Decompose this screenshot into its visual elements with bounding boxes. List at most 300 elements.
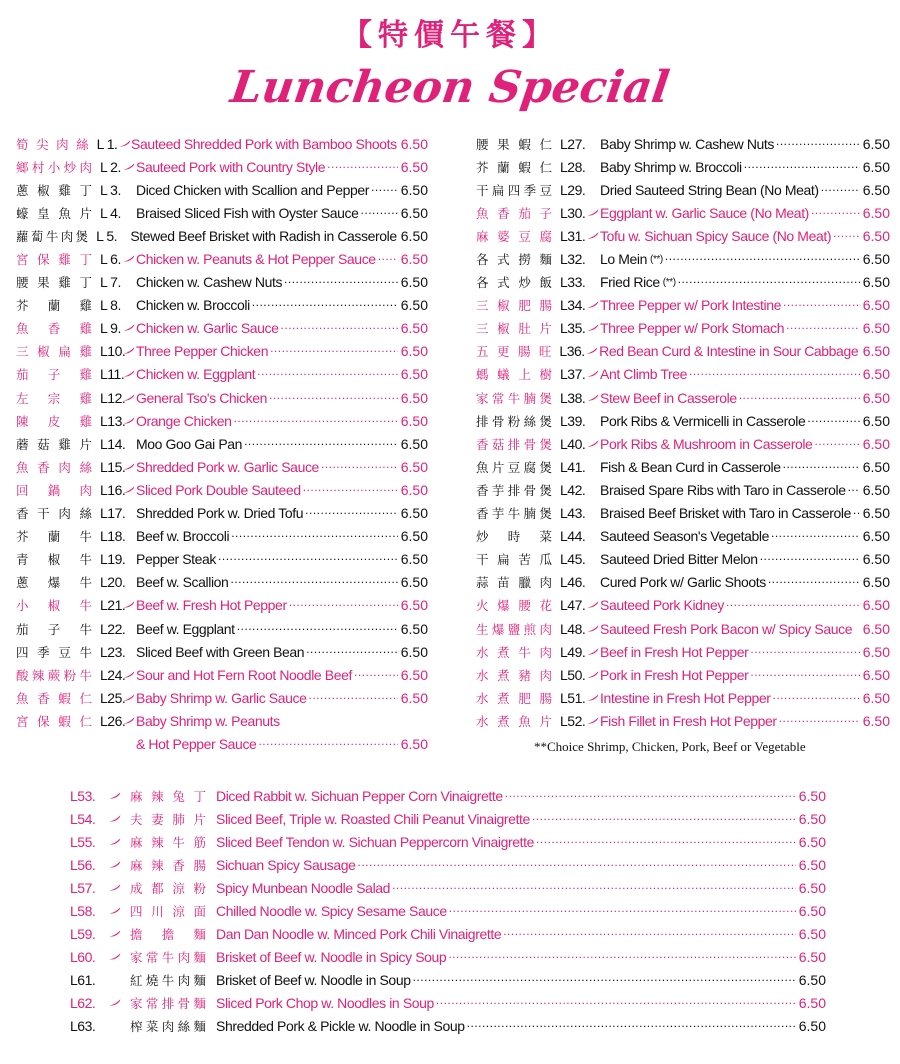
bottom-menu-list bbox=[70, 784, 826, 1038]
item-price: 6.50 bbox=[400, 574, 428, 591]
pepper-spacer bbox=[586, 275, 600, 289]
chili-pepper-icon bbox=[122, 414, 136, 428]
item-name: Chicken w. Peanuts & Hot Pepper Sauce bbox=[136, 251, 376, 268]
menu-item bbox=[16, 363, 428, 386]
menu-item bbox=[16, 178, 428, 201]
item-name: Stewed Beef Brisket with Radish in Casserole bbox=[130, 227, 397, 244]
item-code: L35. bbox=[560, 320, 586, 337]
item-price: 6.50 bbox=[798, 903, 826, 920]
menu-item bbox=[476, 594, 890, 617]
item-price: 6.50 bbox=[862, 481, 890, 498]
item-code: L24. bbox=[100, 666, 126, 683]
item-name: Fish Fillet in Fresh Hot Pepper bbox=[600, 712, 777, 729]
item-code: L49. bbox=[560, 643, 586, 660]
item-price: 6.50 bbox=[862, 227, 890, 244]
item-name: Intestine in Fresh Hot Pepper bbox=[600, 689, 771, 706]
item-price: 6.50 bbox=[862, 597, 890, 614]
item-price: 6.50 bbox=[400, 251, 428, 268]
item-chinese-name: 腰果蝦仁 bbox=[476, 136, 552, 152]
menu-item bbox=[16, 525, 428, 548]
menu-item bbox=[70, 876, 826, 899]
item-price: 6.50 bbox=[400, 412, 428, 429]
chili-pepper-icon bbox=[586, 437, 600, 451]
menu-item bbox=[476, 571, 890, 594]
item-chinese-name: 成都涼粉 bbox=[130, 880, 206, 896]
dot-leader bbox=[768, 575, 860, 589]
menu-item bbox=[70, 899, 826, 922]
item-name: Ant Climb Tree bbox=[600, 366, 687, 383]
item-price: 6.50 bbox=[798, 810, 826, 827]
item-name: & Hot Pepper Sauce bbox=[136, 735, 257, 752]
chili-pepper-icon bbox=[108, 858, 130, 872]
item-name: Diced Chicken with Scallion and Pepper bbox=[136, 181, 370, 198]
item-chinese-name: 左宗雞 bbox=[16, 390, 92, 406]
item-name: Red Bean Curd & Intestine in Sour Cabbage bbox=[599, 343, 859, 360]
menu-item bbox=[16, 432, 428, 455]
dot-leader bbox=[821, 183, 860, 197]
item-name: Shredded Pork w. Dried Tofu bbox=[136, 505, 304, 522]
item-code: L27. bbox=[560, 135, 586, 152]
item-name: Pork in Fresh Hot Pepper bbox=[600, 666, 749, 683]
menu-item bbox=[70, 853, 826, 876]
dot-leader bbox=[327, 160, 398, 174]
item-name: Brisket of Beef w. Noodle in Soup bbox=[216, 972, 411, 989]
item-code: L52. bbox=[560, 712, 586, 729]
item-chinese-name: 麻辣兔丁 bbox=[130, 788, 206, 804]
item-chinese-name: 榨菜肉絲麵 bbox=[130, 1019, 206, 1035]
item-price: 6.50 bbox=[798, 995, 826, 1012]
item-name: Dried Sauteed String Bean (No Meat) bbox=[600, 181, 819, 198]
item-code: L48. bbox=[560, 620, 586, 637]
item-code: L26. bbox=[100, 712, 126, 729]
item-name: Beef w. Scallion bbox=[136, 574, 229, 591]
item-code: L20. bbox=[100, 574, 126, 591]
dot-leader bbox=[814, 437, 860, 451]
item-code: L61. bbox=[70, 972, 96, 989]
item-chinese-name: 蔥椒雞丁 bbox=[16, 182, 92, 198]
dot-leader bbox=[252, 298, 398, 312]
item-price: 6.50 bbox=[400, 458, 428, 475]
dot-leader bbox=[303, 483, 398, 497]
dot-leader bbox=[258, 737, 398, 751]
item-price: 6.50 bbox=[798, 949, 826, 966]
dot-leader bbox=[783, 298, 860, 312]
item-name: Fried Rice bbox=[600, 274, 660, 291]
item-price: 6.50 bbox=[400, 274, 428, 291]
item-price: 6.50 bbox=[862, 574, 890, 591]
item-code: L22. bbox=[100, 620, 126, 637]
menu-item bbox=[70, 969, 826, 992]
dot-leader bbox=[306, 645, 398, 659]
item-price: 6.50 bbox=[400, 181, 428, 198]
pepper-spacer bbox=[122, 506, 136, 520]
pepper-spacer bbox=[117, 229, 130, 243]
item-price: 6.50 bbox=[400, 135, 428, 152]
dot-leader bbox=[467, 1019, 796, 1033]
item-name: Baby Shrimp w. Cashew Nuts bbox=[600, 135, 775, 152]
item-chinese-name: 青椒牛 bbox=[16, 552, 92, 568]
item-name: Sauteed Pork with Country Style bbox=[136, 158, 326, 175]
dot-leader bbox=[321, 460, 398, 474]
menu-item bbox=[16, 271, 428, 294]
item-price: 6.50 bbox=[862, 435, 890, 452]
item-code: L12. bbox=[100, 389, 126, 406]
dot-leader bbox=[773, 691, 861, 705]
item-name: Beef w. Fresh Hot Pepper bbox=[136, 597, 287, 614]
item-price: 6.50 bbox=[798, 787, 826, 804]
item-price: 6.50 bbox=[862, 366, 890, 383]
item-price: 6.50 bbox=[862, 689, 890, 706]
item-code: L50. bbox=[560, 666, 586, 683]
item-code: L36. bbox=[559, 343, 585, 360]
item-code: L46. bbox=[560, 574, 586, 591]
item-note: (**) bbox=[662, 276, 676, 288]
dot-leader bbox=[218, 552, 398, 566]
item-price: 6.50 bbox=[400, 227, 429, 244]
dot-leader bbox=[783, 460, 860, 474]
item-price: 6.50 bbox=[862, 274, 890, 291]
item-chinese-name: 水煮牛肉 bbox=[476, 644, 552, 660]
item-price: 6.50 bbox=[400, 620, 428, 637]
item-name: Orange Chicken bbox=[136, 412, 232, 429]
item-code: L 8. bbox=[100, 297, 121, 314]
item-code: L55. bbox=[70, 833, 96, 850]
item-chinese-name: 家常排骨麵 bbox=[130, 996, 206, 1012]
chili-pepper-icon bbox=[122, 391, 136, 405]
chili-pepper-icon bbox=[122, 252, 136, 266]
dot-leader bbox=[678, 275, 860, 289]
dot-leader bbox=[807, 414, 860, 428]
item-chinese-name: 紅燒牛肉麵 bbox=[130, 973, 206, 989]
menu-item bbox=[70, 784, 826, 807]
menu-item bbox=[476, 294, 890, 317]
item-code: L56. bbox=[70, 856, 96, 873]
item-chinese-name: 干扁苦瓜 bbox=[476, 552, 552, 568]
chili-pepper-icon bbox=[122, 160, 136, 174]
item-chinese-name: 茄子牛 bbox=[16, 621, 92, 637]
menu-item bbox=[16, 548, 428, 571]
dot-leader bbox=[309, 691, 399, 705]
menu-item bbox=[16, 571, 428, 594]
item-code: L18. bbox=[100, 528, 126, 545]
item-name: Pork Ribs & Mushroom in Casserole bbox=[600, 435, 813, 452]
item-name: Fish & Bean Curd in Casserole bbox=[600, 458, 781, 475]
chili-pepper-icon bbox=[122, 714, 136, 728]
item-code: L 6. bbox=[100, 251, 121, 268]
menu-item bbox=[16, 686, 428, 709]
item-chinese-name: 水煮豬肉 bbox=[476, 667, 552, 683]
item-price: 6.50 bbox=[862, 343, 890, 360]
item-price: 6.50 bbox=[400, 481, 428, 498]
chili-pepper-icon bbox=[586, 206, 600, 220]
item-chinese-name: 麻辣牛筋 bbox=[130, 834, 206, 850]
dot-leader bbox=[354, 668, 398, 682]
item-chinese-name: 魚香蝦仁 bbox=[16, 690, 92, 706]
item-name: Three Pepper w/ Pork Intestine bbox=[600, 297, 781, 314]
item-name: Shredded Pork w. Garlic Sauce bbox=[136, 458, 319, 475]
dot-leader bbox=[234, 414, 398, 428]
item-name: Sliced Beef with Green Bean bbox=[136, 643, 305, 660]
item-code: L62. bbox=[70, 995, 96, 1012]
item-code: L38. bbox=[560, 389, 586, 406]
menu-item bbox=[476, 663, 890, 686]
menu-item bbox=[476, 340, 890, 363]
item-price: 6.50 bbox=[862, 505, 890, 522]
item-name: Stew Beef in Casserole bbox=[600, 389, 737, 406]
item-name: Brisket of Beef w. Noodle in Spicy Soup bbox=[216, 949, 447, 966]
item-chinese-name: 魚香茄子 bbox=[476, 205, 552, 221]
dot-leader bbox=[378, 252, 398, 266]
dot-leader bbox=[532, 812, 796, 826]
item-name: Baby Shrimp w. Broccoli bbox=[600, 158, 742, 175]
menu-item bbox=[16, 294, 428, 317]
item-code: L34. bbox=[560, 297, 586, 314]
item-name: Sliced Pork Double Sauteed bbox=[136, 481, 301, 498]
english-title: Luncheon Special bbox=[227, 62, 673, 113]
item-code: L47. bbox=[560, 597, 586, 614]
item-price: 6.50 bbox=[862, 158, 890, 175]
item-code: L37. bbox=[560, 366, 586, 383]
dot-leader bbox=[361, 206, 398, 220]
menu-item bbox=[16, 663, 428, 686]
chili-pepper-icon bbox=[585, 344, 599, 358]
item-price: 6.50 bbox=[862, 204, 890, 221]
item-price: 6.50 bbox=[862, 712, 890, 729]
menu-item bbox=[476, 525, 890, 548]
item-code: L 2. bbox=[100, 158, 121, 175]
item-price: 6.50 bbox=[400, 735, 428, 752]
dot-leader bbox=[833, 229, 860, 243]
pepper-spacer bbox=[586, 529, 600, 543]
menu-item bbox=[476, 363, 890, 386]
item-name: Tofu w. Sichuan Spicy Sauce (No Meat) bbox=[600, 227, 832, 244]
item-price: 6.50 bbox=[862, 389, 890, 406]
item-name: Sauteed Season's Vegetable bbox=[600, 528, 769, 545]
item-name: Pork Ribs & Vermicelli in Casserole bbox=[600, 412, 806, 429]
menu-item bbox=[70, 1015, 826, 1038]
item-price: 6.50 bbox=[400, 689, 428, 706]
dot-leader bbox=[392, 881, 796, 895]
item-chinese-name: 各式撈麵 bbox=[476, 252, 552, 268]
menu-item bbox=[70, 992, 826, 1015]
item-code: L 7. bbox=[100, 274, 121, 291]
pepper-spacer bbox=[586, 137, 600, 151]
item-name: Braised Spare Ribs with Taro in Casserole bbox=[600, 481, 846, 498]
item-price: 6.50 bbox=[798, 856, 826, 873]
chili-pepper-icon bbox=[122, 691, 136, 705]
item-code: L23. bbox=[100, 643, 126, 660]
menu-item bbox=[70, 807, 826, 830]
item-chinese-name: 香干肉絲 bbox=[16, 506, 92, 522]
item-chinese-name: 宮保蝦仁 bbox=[16, 713, 92, 729]
chili-pepper-icon bbox=[122, 367, 136, 381]
chili-pepper-icon bbox=[122, 460, 136, 474]
item-chinese-name: 五更腸旺 bbox=[476, 344, 552, 360]
item-chinese-name: 水煮肥腸 bbox=[476, 690, 552, 706]
item-name: Shredded Pork & Pickle w. Noodle in Soup bbox=[216, 1018, 465, 1035]
dot-leader bbox=[413, 973, 796, 987]
item-name: Sauteed Pork Kidney bbox=[600, 597, 724, 614]
item-price: 6.50 bbox=[862, 528, 890, 545]
item-code: L 5. bbox=[96, 227, 117, 244]
pepper-spacer bbox=[122, 552, 136, 566]
item-price: 6.50 bbox=[400, 528, 428, 545]
menu-item bbox=[16, 478, 428, 501]
pepper-spacer bbox=[122, 622, 136, 636]
menu-item bbox=[70, 946, 826, 969]
item-code: L29. bbox=[560, 181, 586, 198]
chili-pepper-icon bbox=[586, 391, 600, 405]
dot-leader bbox=[357, 858, 796, 872]
item-price: 6.50 bbox=[400, 389, 428, 406]
item-chinese-name: 魚片豆腐煲 bbox=[476, 459, 552, 475]
item-price: 6.50 bbox=[798, 1018, 826, 1035]
dot-leader bbox=[503, 927, 796, 941]
item-name: Sauteed Shredded Pork with Bamboo Shoots bbox=[131, 135, 397, 152]
item-price: 6.50 bbox=[400, 204, 428, 221]
item-chinese-name: 鄉村小炒肉 bbox=[16, 159, 92, 175]
item-code: L54. bbox=[70, 810, 96, 827]
item-chinese-name: 腰果雞丁 bbox=[16, 275, 92, 291]
item-chinese-name: 夫妻肺片 bbox=[130, 811, 206, 827]
item-code: L60. bbox=[70, 949, 96, 966]
item-price: 6.50 bbox=[400, 643, 428, 660]
item-chinese-name: 蘑菇雞片 bbox=[16, 436, 92, 452]
item-chinese-name: 家常牛腩煲 bbox=[476, 390, 552, 406]
pepper-spacer bbox=[586, 252, 600, 266]
item-name: Braised Sliced Fish with Oyster Sauce bbox=[136, 204, 359, 221]
chili-pepper-icon bbox=[586, 229, 600, 243]
item-chinese-name: 水煮魚片 bbox=[476, 713, 552, 729]
pepper-spacer bbox=[122, 575, 136, 589]
item-name: Sliced Beef, Triple w. Roasted Chili Peanut Vinaigrette bbox=[216, 810, 530, 827]
item-code: L 1. bbox=[96, 135, 118, 152]
dot-leader bbox=[726, 598, 860, 612]
item-chinese-name: 芥蘭牛 bbox=[16, 529, 92, 545]
item-code: L 9. bbox=[100, 320, 121, 337]
menu-item bbox=[476, 478, 890, 501]
dot-leader bbox=[244, 437, 398, 451]
item-code: L63. bbox=[70, 1018, 96, 1035]
dot-leader bbox=[689, 367, 860, 381]
item-price: 6.50 bbox=[862, 412, 890, 429]
item-name: Chicken w. Eggplant bbox=[136, 366, 256, 383]
item-code: L39. bbox=[560, 412, 586, 429]
chili-pepper-icon bbox=[108, 996, 130, 1010]
right-menu-column bbox=[476, 132, 890, 732]
pepper-spacer bbox=[586, 552, 600, 566]
item-chinese-name: 香菇排骨煲 bbox=[476, 436, 552, 452]
item-chinese-name: 四季豆牛 bbox=[16, 644, 92, 660]
item-chinese-name: 魚香雞 bbox=[16, 321, 92, 337]
item-chinese-name: 蒜苗臘肉 bbox=[476, 575, 552, 591]
item-code: L51. bbox=[560, 689, 586, 706]
chili-pepper-icon bbox=[108, 950, 130, 964]
item-price: 6.50 bbox=[862, 320, 890, 337]
item-code: L42. bbox=[560, 481, 586, 498]
pepper-spacer bbox=[122, 183, 136, 197]
dot-leader bbox=[750, 645, 860, 659]
item-chinese-name: 干扁四季豆 bbox=[476, 182, 552, 198]
item-code: L19. bbox=[100, 551, 126, 568]
chili-pepper-icon bbox=[586, 645, 600, 659]
chili-pepper-icon bbox=[122, 668, 136, 682]
item-code: L21. bbox=[100, 597, 126, 614]
chili-pepper-icon bbox=[586, 598, 600, 612]
menu-item bbox=[476, 155, 890, 178]
pepper-spacer bbox=[122, 206, 136, 220]
pepper-spacer bbox=[586, 160, 600, 174]
dot-leader bbox=[231, 529, 398, 543]
pepper-spacer bbox=[586, 483, 600, 497]
item-name: Chicken w. Broccoli bbox=[136, 297, 250, 314]
chili-pepper-icon bbox=[586, 321, 600, 335]
item-chinese-name: 魚香肉絲 bbox=[16, 459, 92, 475]
item-chinese-name: 芥蘭蝦仁 bbox=[476, 159, 552, 175]
menu-item bbox=[16, 340, 428, 363]
item-price: 6.50 bbox=[400, 666, 428, 683]
chili-pepper-icon bbox=[108, 881, 130, 895]
menu-item bbox=[16, 732, 428, 755]
item-name: Eggplant w. Garlic Sauce (No Meat) bbox=[600, 204, 809, 221]
item-price: 6.50 bbox=[400, 366, 428, 383]
item-chinese-name: 擔擔麵 bbox=[130, 927, 206, 943]
item-code: L16. bbox=[100, 481, 126, 498]
chili-pepper-icon bbox=[122, 344, 136, 358]
menu-item bbox=[16, 247, 428, 270]
menu-item bbox=[476, 201, 890, 224]
item-chinese-name: 三椒肥腸 bbox=[476, 298, 552, 314]
item-price: 6.50 bbox=[798, 972, 826, 989]
chili-pepper-icon bbox=[586, 668, 600, 682]
dot-leader bbox=[739, 391, 860, 405]
item-code: L30. bbox=[560, 204, 586, 221]
dot-leader bbox=[448, 950, 796, 964]
dot-leader bbox=[811, 206, 860, 220]
chili-pepper-icon bbox=[108, 812, 130, 826]
chinese-title: 【特價午餐】 bbox=[342, 18, 558, 53]
item-name: Lo Mein bbox=[600, 251, 648, 268]
dot-leader bbox=[744, 160, 860, 174]
pepper-spacer bbox=[122, 298, 136, 312]
menu-item bbox=[476, 386, 890, 409]
item-price: 6.50 bbox=[798, 833, 826, 850]
chili-pepper-icon bbox=[122, 321, 136, 335]
chili-pepper-icon bbox=[586, 367, 600, 381]
item-price: 6.50 bbox=[862, 135, 890, 152]
item-chinese-name: 四川涼面 bbox=[130, 904, 206, 920]
item-name: Beef in Fresh Hot Pepper bbox=[600, 643, 749, 660]
chili-pepper-icon bbox=[122, 598, 136, 612]
item-price: 6.50 bbox=[862, 620, 890, 637]
menu-item bbox=[16, 640, 428, 663]
menu-item bbox=[476, 271, 890, 294]
item-chinese-name: 蠔皇魚片 bbox=[16, 205, 92, 221]
dot-leader bbox=[284, 275, 398, 289]
pepper-spacer bbox=[586, 460, 600, 474]
chili-pepper-icon bbox=[586, 622, 600, 636]
item-name: Beef w. Eggplant bbox=[136, 620, 235, 637]
item-price: 6.50 bbox=[400, 343, 428, 360]
item-price: 6.50 bbox=[862, 666, 890, 683]
pepper-spacer bbox=[586, 575, 600, 589]
item-chinese-name: 排骨粉絲煲 bbox=[476, 413, 552, 429]
dot-leader bbox=[760, 552, 860, 566]
item-name: Moo Goo Gai Pan bbox=[136, 435, 243, 452]
item-name: Chilled Noodle w. Spicy Sesame Sauce bbox=[216, 903, 447, 920]
pepper-spacer bbox=[122, 529, 136, 543]
menu-item bbox=[476, 548, 890, 571]
